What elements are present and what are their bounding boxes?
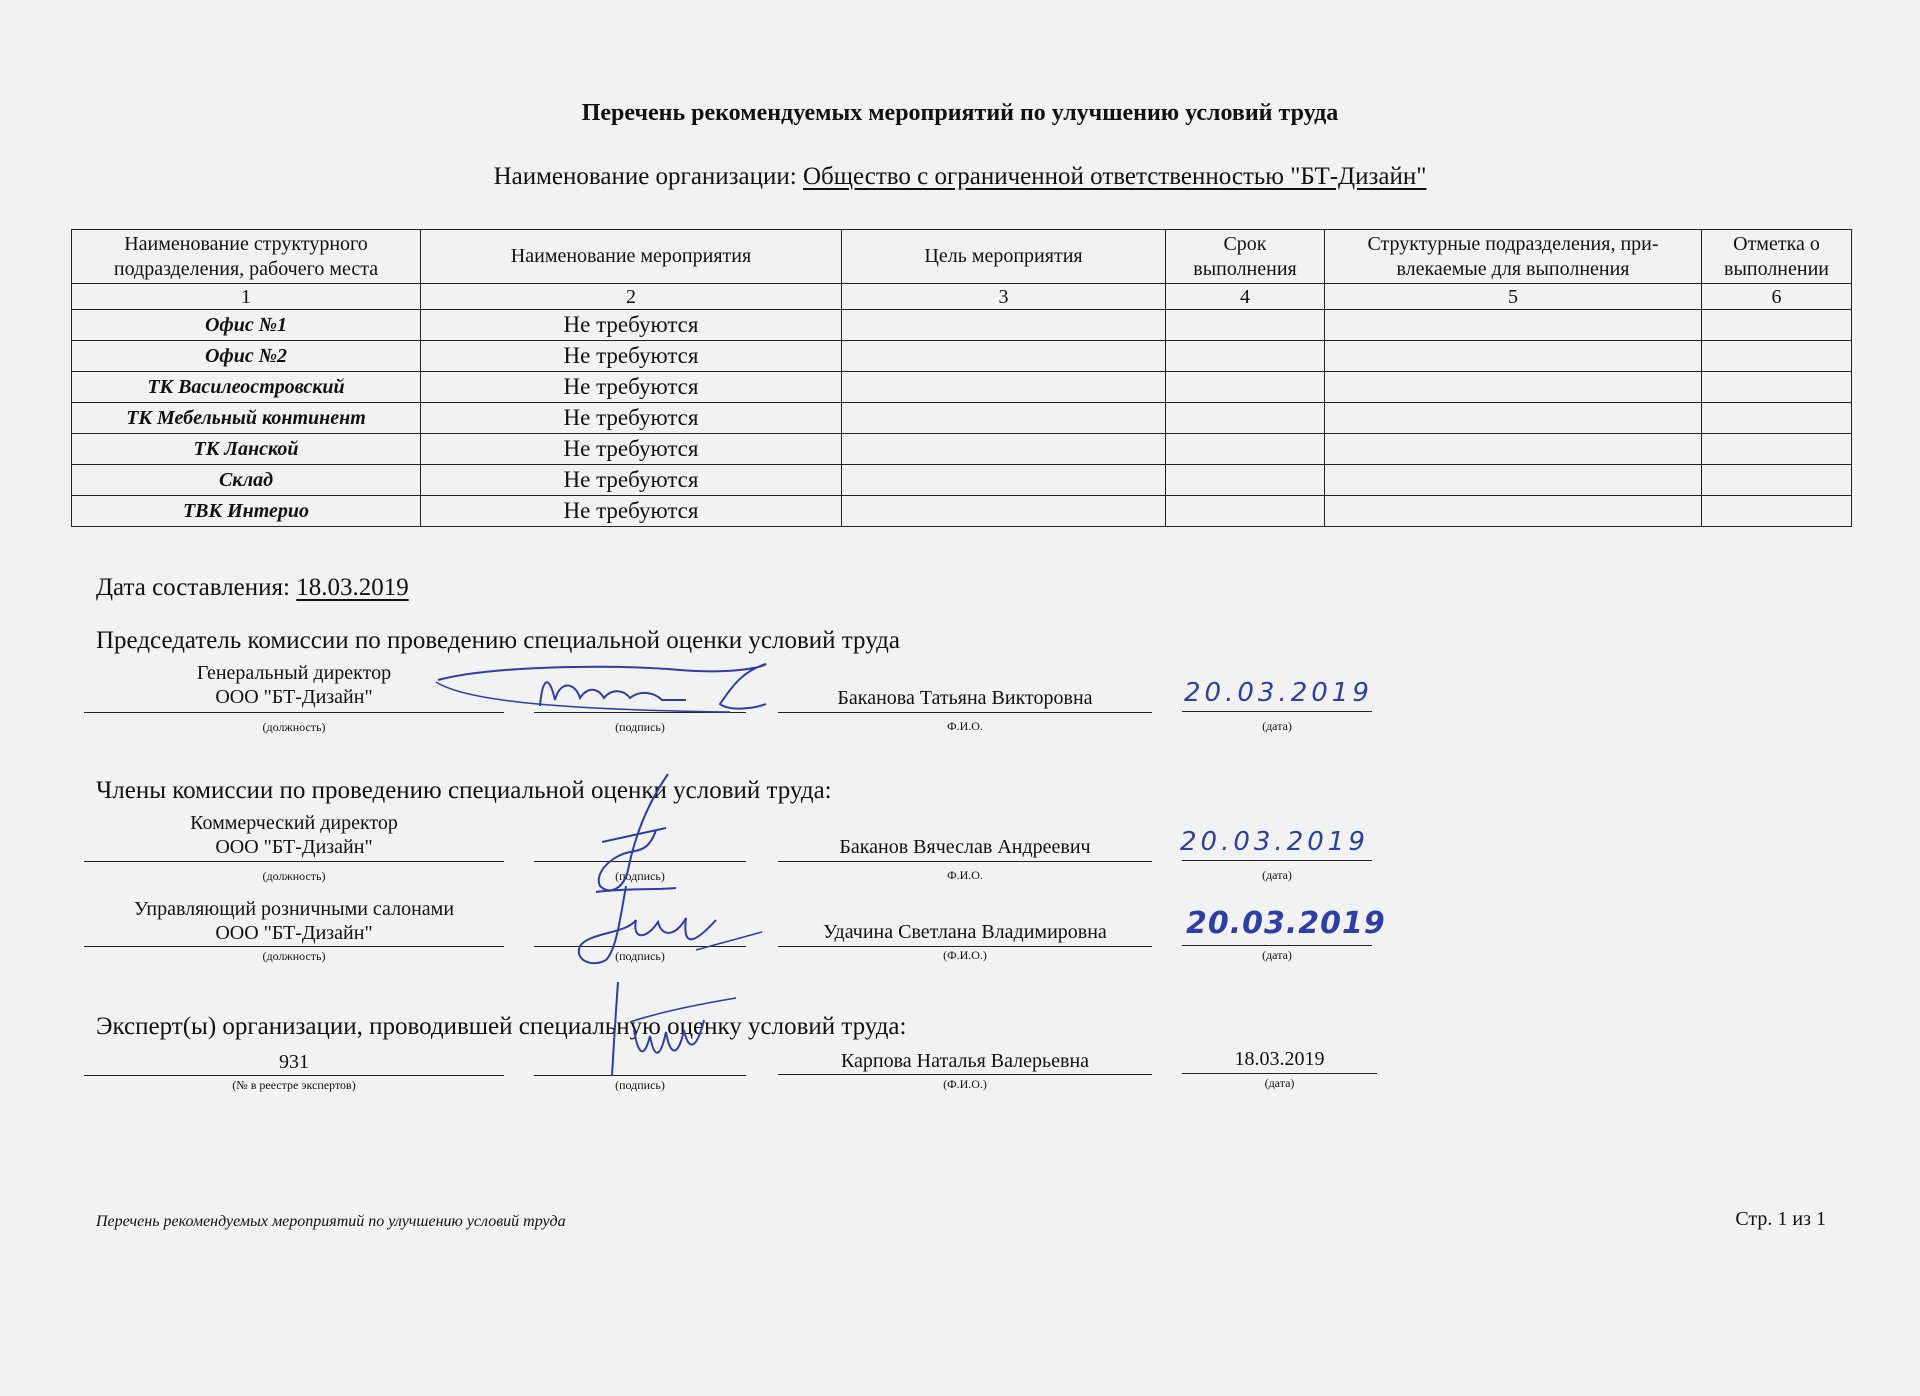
position-line: Генеральный директор <box>196 662 392 684</box>
column-number: 4 <box>1166 284 1325 310</box>
table-header-row <box>72 230 1852 284</box>
position-line: ООО "БТ-Дизайн" <box>215 686 373 708</box>
deadline-cell <box>1166 434 1325 465</box>
departments-cell <box>1325 372 1702 403</box>
column-number: 1 <box>72 284 421 310</box>
compiled-date-line <box>96 574 409 602</box>
date-caption: (дата) <box>1264 1076 1295 1090</box>
name-caption: (Ф.И.О.) <box>943 948 987 962</box>
signature-member-2 <box>566 880 766 975</box>
goal-cell <box>842 341 1166 372</box>
date-underline <box>1182 860 1372 861</box>
departments-cell <box>1325 341 1702 372</box>
column-number: 2 <box>421 284 842 310</box>
departments-cell <box>1325 403 1702 434</box>
date-underline <box>1182 711 1372 712</box>
page-number: Стр. 1 из 1 <box>1735 1208 1826 1230</box>
table-row <box>72 372 1852 403</box>
organization-label: Наименование организации: <box>493 163 797 190</box>
date-caption: (дата) <box>1262 719 1292 733</box>
footer-title: Перечень рекомендуемых мероприятий по улучшению условий труда <box>96 1213 566 1230</box>
mark-cell <box>1702 403 1852 434</box>
chairman-name: Баканова Татьяна Викторовна <box>837 687 1093 709</box>
position-underline <box>84 861 504 862</box>
goal-cell <box>842 434 1166 465</box>
column-header: Структурные подразделения, при-влекаемые для выполнения <box>1325 230 1702 284</box>
registry-underline <box>84 1075 504 1076</box>
signature-expert <box>600 980 740 1085</box>
signature-caption: (подпись) <box>615 720 665 734</box>
expert-registry-number: 931 <box>279 1051 309 1073</box>
deadline-cell <box>1166 465 1325 496</box>
measure-cell: Не требуются <box>421 496 842 527</box>
table-body <box>72 310 1852 527</box>
expert-date: 18.03.2019 <box>1234 1048 1325 1070</box>
unit-cell: ТВК Интерио <box>72 496 421 527</box>
measure-cell: Не требуются <box>421 403 842 434</box>
member-2-position <box>84 897 504 945</box>
position-line: ООО "БТ-Дизайн" <box>215 922 373 944</box>
mark-cell <box>1702 372 1852 403</box>
member-1-name: Баканов Вячеслав Андреевич <box>839 836 1091 858</box>
mark-cell <box>1702 341 1852 372</box>
column-header: Срок выполнения <box>1166 230 1325 284</box>
chairman-date: 20.03.2019 <box>1184 678 1373 708</box>
table-row <box>72 496 1852 527</box>
compiled-date-label: Дата составления: <box>96 574 290 601</box>
unit-cell: ТК Ланской <box>72 434 421 465</box>
column-header: Цель мероприятия <box>842 230 1166 284</box>
table-row <box>72 465 1852 496</box>
member-1-position <box>84 811 504 859</box>
organization-line <box>0 163 1920 191</box>
column-header: Наименование структурного подразделения, рабочего места <box>72 230 421 284</box>
position-line: ООО "БТ-Дизайн" <box>215 836 373 858</box>
name-underline <box>778 861 1152 862</box>
table-row <box>72 403 1852 434</box>
date-underline <box>1182 945 1372 946</box>
goal-cell <box>842 372 1166 403</box>
position-underline <box>84 946 504 947</box>
goal-cell <box>842 496 1166 527</box>
table-row <box>72 434 1852 465</box>
date-underline <box>1182 1073 1377 1074</box>
date-caption: (дата) <box>1262 868 1292 882</box>
measure-cell: Не требуются <box>421 372 842 403</box>
name-caption: Ф.И.О. <box>947 719 983 733</box>
column-header: Отметка о выполнении <box>1702 230 1852 284</box>
deadline-cell <box>1166 341 1325 372</box>
signature-caption: (подпись) <box>615 949 665 963</box>
unit-cell: Офис №1 <box>72 310 421 341</box>
unit-cell: Офис №2 <box>72 341 421 372</box>
deadline-cell <box>1166 496 1325 527</box>
measure-cell: Не требуются <box>421 310 842 341</box>
name-caption: (Ф.И.О.) <box>943 1077 987 1091</box>
chairman-heading: Председатель комиссии по проведению специальной оценки условий труда <box>96 627 900 654</box>
departments-cell <box>1325 434 1702 465</box>
registry-caption: (№ в реестре экспертов) <box>232 1078 356 1092</box>
member-2-name: Удачина Светлана Владимировна <box>823 921 1107 943</box>
measure-cell: Не требуются <box>421 465 842 496</box>
name-underline <box>778 712 1152 713</box>
organization-name: Общество с ограниченной ответственностью "БТ-Дизайн" <box>802 163 1427 190</box>
expert-name: Карпова Наталья Валерьевна <box>840 1050 1090 1072</box>
signature-caption: (подпись) <box>615 1078 665 1092</box>
goal-cell <box>842 310 1166 341</box>
name-underline <box>778 1074 1152 1075</box>
departments-cell <box>1325 465 1702 496</box>
name-underline <box>778 946 1152 947</box>
unit-cell: Склад <box>72 465 421 496</box>
goal-cell <box>842 465 1166 496</box>
deadline-cell <box>1166 372 1325 403</box>
unit-cell: ТК Василеостровский <box>72 372 421 403</box>
column-number-row <box>72 284 1852 310</box>
measure-cell: Не требуются <box>421 434 842 465</box>
departments-cell <box>1325 496 1702 527</box>
column-header: Наименование мероприятия <box>421 230 842 284</box>
column-number: 5 <box>1325 284 1702 310</box>
member-1-date: 20.03.2019 <box>1180 827 1369 857</box>
experts-heading: Эксперт(ы) организации, проводившей специальную оценку условий труда: <box>96 1013 907 1040</box>
members-heading: Члены комиссии по проведению специальной оценки условий труда: <box>96 777 832 804</box>
signature-caption: (подпись) <box>615 869 665 883</box>
name-caption: Ф.И.О. <box>947 868 983 882</box>
column-number: 6 <box>1702 284 1852 310</box>
compiled-date-value: 18.03.2019 <box>296 574 409 601</box>
departments-cell <box>1325 310 1702 341</box>
position-line: Коммерческий директор <box>190 812 398 834</box>
mark-cell <box>1702 310 1852 341</box>
table-row <box>72 341 1852 372</box>
position-caption: (должность) <box>262 949 326 963</box>
column-number: 3 <box>842 284 1166 310</box>
member-2-date: 20.03.2019 <box>1186 906 1386 941</box>
signature-chairman <box>430 660 770 725</box>
goal-cell <box>842 403 1166 434</box>
date-caption: (дата) <box>1262 948 1292 962</box>
position-line: Управляющий розничными салонами <box>133 898 455 920</box>
mark-cell <box>1702 465 1852 496</box>
measure-cell: Не требуются <box>421 341 842 372</box>
mark-cell <box>1702 496 1852 527</box>
unit-cell: ТК Мебельный континент <box>72 403 421 434</box>
table-row <box>72 310 1852 341</box>
position-caption: (должность) <box>262 720 326 734</box>
deadline-cell <box>1166 403 1325 434</box>
deadline-cell <box>1166 310 1325 341</box>
document-title: Перечень рекомендуемых мероприятий по улучшению условий труда <box>581 100 1339 126</box>
position-caption: (должность) <box>262 869 326 883</box>
measures-table <box>71 229 1852 527</box>
mark-cell <box>1702 434 1852 465</box>
